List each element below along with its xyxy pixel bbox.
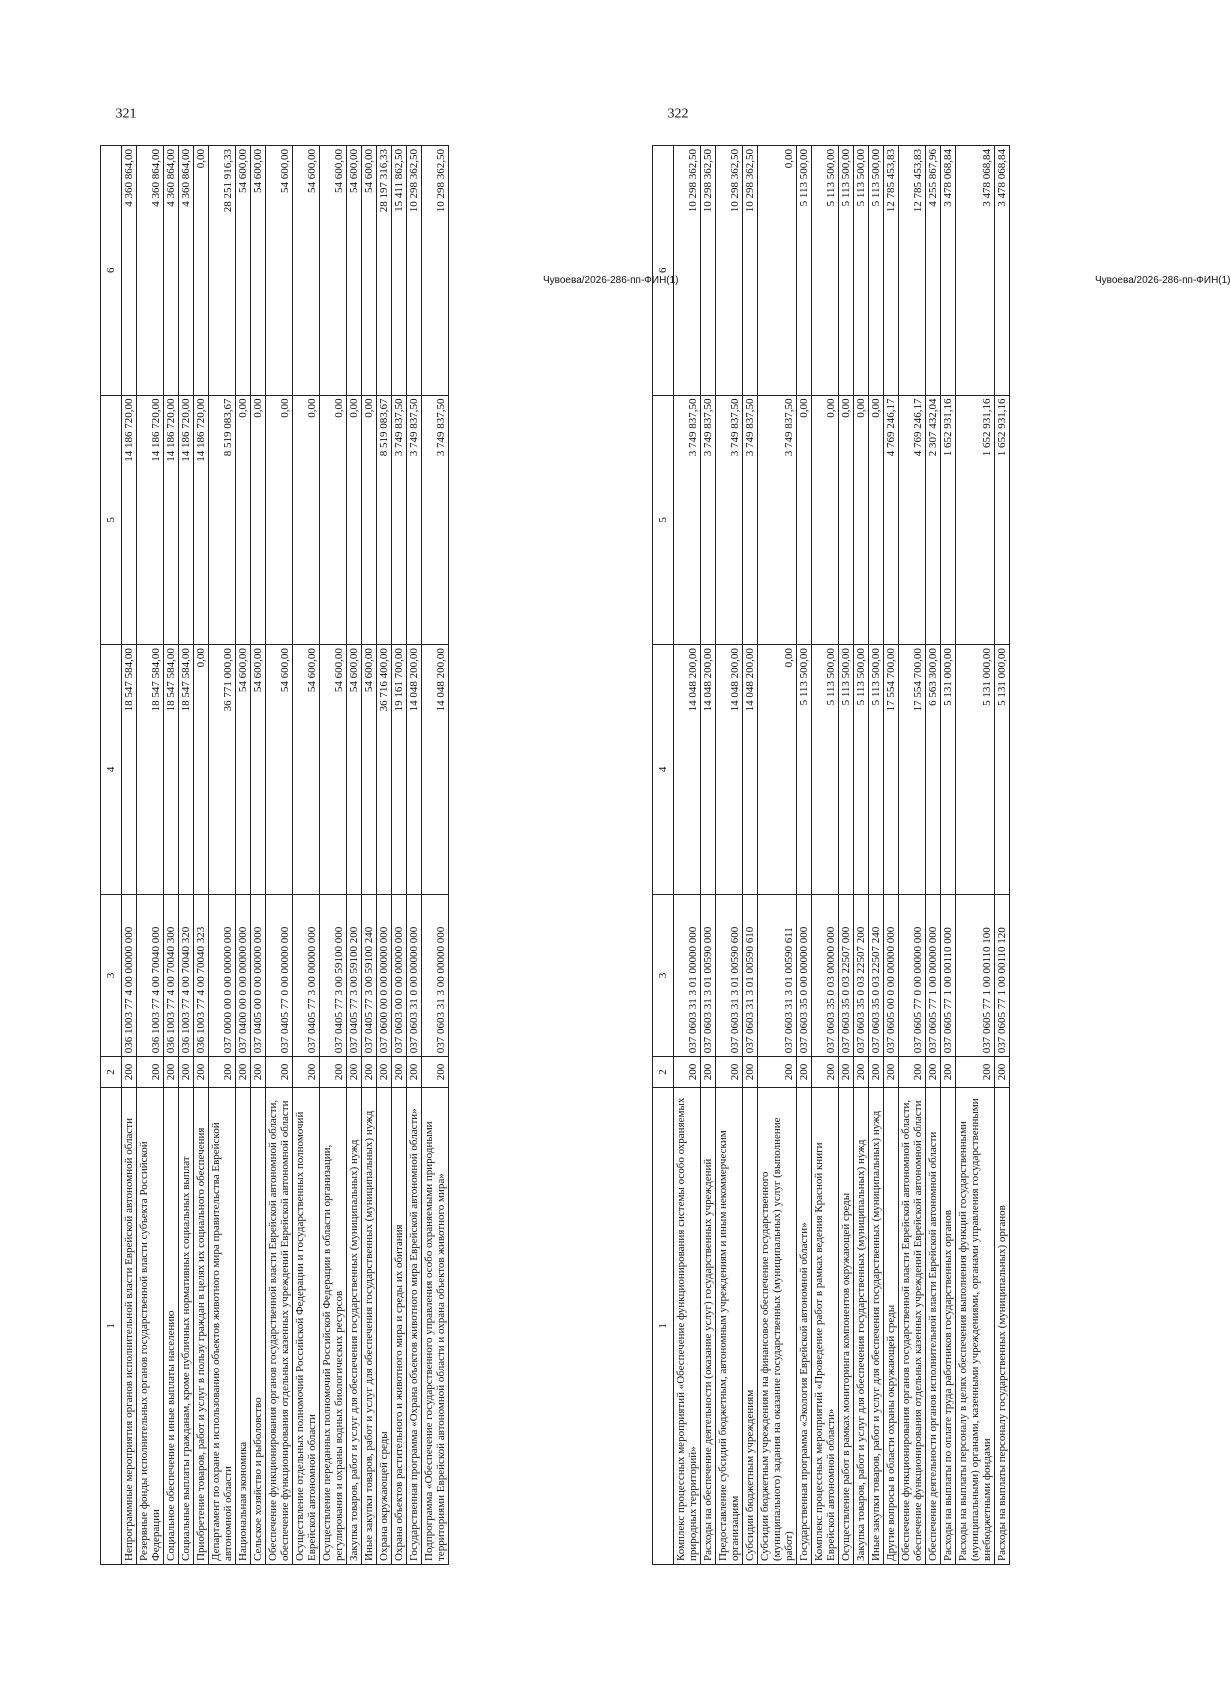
column-header: 3 bbox=[101, 894, 122, 1057]
row-approved-cell: 54 600,00 bbox=[293, 645, 320, 895]
row-approved-cell: 17 554 700,00 bbox=[899, 645, 926, 895]
row-code-cell: 037 0600 00 0 00 00000 000 bbox=[377, 894, 392, 1057]
table-header-row bbox=[101, 146, 122, 1565]
row-type-cell: 200 bbox=[293, 1057, 320, 1087]
row-change-cell: 14 186 720,00 bbox=[194, 395, 209, 645]
row-type-cell: 200 bbox=[422, 1057, 449, 1087]
column-header: 4 bbox=[101, 645, 122, 895]
row-name-cell: Закупка товаров, работ и услуг для обеспечения государственных (муниципальных) нужд bbox=[347, 1087, 362, 1564]
table-row bbox=[293, 146, 320, 1565]
row-code-cell: 037 0400 00 0 00 00000 000 bbox=[236, 894, 251, 1057]
row-name-cell: Обеспечение деятельности органов исполнительной власти Еврейской автономной области bbox=[926, 1087, 941, 1564]
row-code-cell: 037 0603 35 0 03 22507 200 bbox=[854, 894, 869, 1057]
table-row bbox=[701, 146, 716, 1565]
table-row bbox=[869, 146, 884, 1565]
row-type-cell: 200 bbox=[716, 1057, 743, 1087]
table-row bbox=[995, 146, 1010, 1565]
row-change-cell: 3 749 837,50 bbox=[407, 395, 422, 645]
row-approved-cell: 54 600,00 bbox=[347, 645, 362, 895]
table-row bbox=[884, 146, 899, 1565]
row-type-cell: 200 bbox=[743, 1057, 758, 1087]
row-code-cell: 037 0603 00 0 00 00000 000 bbox=[392, 894, 407, 1057]
row-type-cell: 200 bbox=[941, 1057, 956, 1087]
table-row bbox=[122, 146, 137, 1565]
table-row bbox=[956, 146, 995, 1565]
row-name-cell: Обеспечение функционирования органов государственной власти Еврейской автономной области, обеспечение функционирования отдельных казенных учреждений Еврейской автономной области bbox=[266, 1087, 293, 1564]
row-code-cell: 037 0405 77 0 00 00000 000 bbox=[266, 894, 293, 1057]
row-code-cell: 037 0605 77 1 00 00000 000 bbox=[926, 894, 941, 1057]
column-header: 2 bbox=[653, 1057, 674, 1087]
row-name-cell: Субсидии бюджетным учреждениям на финансовое обеспечение государственного (муниципального) задания на оказание государственных (муниципальных) услуг (выполнение работ) bbox=[758, 1087, 797, 1564]
row-name-cell: Охрана объектов растительного и животного мира и среды их обитания bbox=[392, 1087, 407, 1564]
table-row bbox=[194, 146, 209, 1565]
row-change-cell: 14 186 720,00 bbox=[137, 395, 164, 645]
row-code-cell: 037 0603 35 0 00 00000 000 bbox=[797, 894, 812, 1057]
row-approved-cell: 0,00 bbox=[758, 645, 797, 895]
row-name-cell: Подпрограмма «Обеспечение государственного управления особо охраняемыми природными территориями Еврейской автономной области и охрана объектов животного мира» bbox=[422, 1087, 449, 1564]
row-result-cell: 5 113 500,00 bbox=[869, 146, 884, 396]
row-code-cell: 037 0605 77 0 00 00000 000 bbox=[899, 894, 926, 1057]
row-change-cell: 2 307 432,04 bbox=[926, 395, 941, 645]
row-type-cell: 200 bbox=[839, 1057, 854, 1087]
row-type-cell: 200 bbox=[179, 1057, 194, 1087]
row-name-cell: Иные закупки товаров, работ и услуг для обеспечения государственных (муниципальных) нужд bbox=[362, 1087, 377, 1564]
row-result-cell: 12 785 453,83 bbox=[884, 146, 899, 396]
row-result-cell: 3 478 068,84 bbox=[956, 146, 995, 396]
budget-table bbox=[652, 145, 1010, 1565]
column-header: 6 bbox=[101, 146, 122, 396]
row-type-cell: 200 bbox=[164, 1057, 179, 1087]
row-result-cell: 5 113 500,00 bbox=[812, 146, 839, 396]
row-approved-cell: 0,00 bbox=[194, 645, 209, 895]
row-type-cell: 200 bbox=[956, 1057, 995, 1087]
row-name-cell: Обеспечение функционирования органов государственной власти Еврейской автономной области, обеспечение функционирования отдельных казенных учреждений Еврейской автономной области bbox=[899, 1087, 926, 1564]
table-row bbox=[899, 146, 926, 1565]
row-result-cell: 4 360 864,00 bbox=[137, 146, 164, 396]
row-result-cell: 54 600,00 bbox=[266, 146, 293, 396]
row-code-cell: 037 0405 77 3 00 59100 200 bbox=[347, 894, 362, 1057]
row-result-cell: 5 113 500,00 bbox=[797, 146, 812, 396]
row-code-cell: 037 0603 31 3 01 00590 000 bbox=[701, 894, 716, 1057]
row-result-cell: 3 478 068,84 bbox=[941, 146, 956, 396]
row-change-cell: 0,00 bbox=[293, 395, 320, 645]
row-code-cell: 036 1003 77 4 00 70040 320 bbox=[179, 894, 194, 1057]
row-result-cell: 4 360 864,00 bbox=[164, 146, 179, 396]
row-name-cell: Закупка товаров, работ и услуг для обеспечения государственных (муниципальных) нужд bbox=[854, 1087, 869, 1564]
row-result-cell: 54 600,00 bbox=[251, 146, 266, 396]
table-row bbox=[407, 146, 422, 1565]
row-result-cell: 4 360 864,00 bbox=[122, 146, 137, 396]
row-approved-cell: 36 716 400,00 bbox=[377, 645, 392, 895]
row-type-cell: 200 bbox=[797, 1057, 812, 1087]
row-name-cell: Иные закупки товаров, работ и услуг для обеспечения государственных (муниципальных) нужд bbox=[869, 1087, 884, 1564]
column-header: 5 bbox=[653, 395, 674, 645]
row-approved-cell: 5 113 500,00 bbox=[854, 645, 869, 895]
row-approved-cell: 54 600,00 bbox=[251, 645, 266, 895]
row-name-cell: Департамент по охране и использованию объектов животного мира правительства Еврейской автономной области bbox=[209, 1087, 236, 1564]
column-header: 4 bbox=[653, 645, 674, 895]
row-approved-cell: 18 547 584,00 bbox=[164, 645, 179, 895]
row-name-cell: Охрана окружающей среды bbox=[377, 1087, 392, 1564]
row-type-cell: 200 bbox=[407, 1057, 422, 1087]
row-code-cell: 036 1003 77 4 00 00000 000 bbox=[122, 894, 137, 1057]
row-change-cell: 0,00 bbox=[812, 395, 839, 645]
row-approved-cell: 36 771 000,00 bbox=[209, 645, 236, 895]
row-approved-cell: 18 547 584,00 bbox=[137, 645, 164, 895]
row-result-cell: 15 411 862,50 bbox=[392, 146, 407, 396]
table-row bbox=[716, 146, 743, 1565]
row-result-cell: 54 600,00 bbox=[347, 146, 362, 396]
row-type-cell: 200 bbox=[122, 1057, 137, 1087]
table-row bbox=[137, 146, 164, 1565]
row-code-cell: 037 0603 35 0 03 22507 240 bbox=[869, 894, 884, 1057]
row-name-cell: Осуществление работ в рамках мониторинга компонентов окружающей среды bbox=[839, 1087, 854, 1564]
row-type-cell: 200 bbox=[812, 1057, 839, 1087]
row-result-cell: 3 478 068,84 bbox=[995, 146, 1010, 396]
row-name-cell: Комплекс процессных мероприятий «Проведение работ в рамках ведения Красной книги Еврейской автономной области» bbox=[812, 1087, 839, 1564]
table-row bbox=[236, 146, 251, 1565]
row-approved-cell: 5 131 000,00 bbox=[941, 645, 956, 895]
row-name-cell: Осуществление отдельных полномочий Российской Федерации и государственных полномочий Еврейской автономной области bbox=[293, 1087, 320, 1564]
column-header: 1 bbox=[101, 1087, 122, 1564]
row-approved-cell: 14 048 200,00 bbox=[701, 645, 716, 895]
row-result-cell: 28 197 316,33 bbox=[377, 146, 392, 396]
document-signature-code: Чувоева/2026-286-пп-ФИН(1) bbox=[1095, 275, 1231, 286]
row-type-cell: 200 bbox=[251, 1057, 266, 1087]
row-code-cell: 037 0605 77 1 00 00110 000 bbox=[941, 894, 956, 1057]
row-change-cell: 3 749 837,50 bbox=[392, 395, 407, 645]
row-change-cell: 0,00 bbox=[839, 395, 854, 645]
row-type-cell: 200 bbox=[701, 1057, 716, 1087]
page-number: 322 bbox=[667, 106, 689, 122]
row-code-cell: 037 0405 77 3 00 59100 240 bbox=[362, 894, 377, 1057]
row-change-cell: 3 749 837,50 bbox=[743, 395, 758, 645]
row-code-cell: 037 0605 77 1 00 00110 120 bbox=[995, 894, 1010, 1057]
row-change-cell: 0,00 bbox=[251, 395, 266, 645]
row-approved-cell: 14 048 200,00 bbox=[716, 645, 743, 895]
row-name-cell: Социальные выплаты гражданам, кроме публичных нормативных социальных выплат bbox=[179, 1087, 194, 1564]
table-row bbox=[926, 146, 941, 1565]
row-type-cell: 200 bbox=[137, 1057, 164, 1087]
row-code-cell: 037 0603 31 3 01 00590 600 bbox=[716, 894, 743, 1057]
page-number: 321 bbox=[115, 106, 137, 122]
row-code-cell: 037 0605 00 0 00 00000 000 bbox=[884, 894, 899, 1057]
row-change-cell: 14 186 720,00 bbox=[164, 395, 179, 645]
row-approved-cell: 5 131 000,00 bbox=[995, 645, 1010, 895]
row-change-cell: 8 519 083,67 bbox=[209, 395, 236, 645]
row-name-cell: Государственная программа «Охрана объектов животного мира Еврейской автономной области» bbox=[407, 1087, 422, 1564]
row-change-cell: 3 749 837,50 bbox=[701, 395, 716, 645]
row-name-cell: Осуществление переданных полномочий Российской Федерации в области организации, регулирования и охраны водных биологических ресурсов bbox=[320, 1087, 347, 1564]
row-approved-cell: 17 554 700,00 bbox=[884, 645, 899, 895]
row-result-cell: 4 255 867,96 bbox=[926, 146, 941, 396]
row-change-cell: 3 749 837,50 bbox=[758, 395, 797, 645]
row-code-cell: 037 0603 31 3 00 00000 000 bbox=[422, 894, 449, 1057]
row-change-cell: 0,00 bbox=[236, 395, 251, 645]
table-row bbox=[392, 146, 407, 1565]
row-code-cell: 036 1003 77 4 00 70040 323 bbox=[194, 894, 209, 1057]
row-type-cell: 200 bbox=[236, 1057, 251, 1087]
row-result-cell: 54 600,00 bbox=[362, 146, 377, 396]
row-type-cell: 200 bbox=[266, 1057, 293, 1087]
document-page-322 bbox=[640, 106, 1231, 1575]
row-code-cell: 037 0603 35 0 03 22507 000 bbox=[839, 894, 854, 1057]
row-result-cell: 4 360 864,00 bbox=[179, 146, 194, 396]
row-change-cell: 0,00 bbox=[362, 395, 377, 645]
row-approved-cell: 5 113 500,00 bbox=[839, 645, 854, 895]
row-result-cell: 10 298 362,50 bbox=[407, 146, 422, 396]
row-change-cell: 3 749 837,50 bbox=[674, 395, 701, 645]
row-change-cell: 0,00 bbox=[869, 395, 884, 645]
row-approved-cell: 5 113 500,00 bbox=[869, 645, 884, 895]
row-name-cell: Государственная программа «Экология Еврейской автономной области» bbox=[797, 1087, 812, 1564]
row-result-cell: 10 298 362,50 bbox=[743, 146, 758, 396]
row-name-cell: Приобретение товаров, работ и услуг в пользу граждан в целях их социального обеспечения bbox=[194, 1087, 209, 1564]
budget-table bbox=[100, 145, 449, 1565]
row-type-cell: 200 bbox=[347, 1057, 362, 1087]
column-header: 6 bbox=[653, 146, 674, 396]
table-row bbox=[320, 146, 347, 1565]
row-change-cell: 8 519 083,67 bbox=[377, 395, 392, 645]
row-change-cell: 0,00 bbox=[347, 395, 362, 645]
table-row bbox=[179, 146, 194, 1565]
row-result-cell: 54 600,00 bbox=[236, 146, 251, 396]
row-approved-cell: 54 600,00 bbox=[320, 645, 347, 895]
row-approved-cell: 19 161 700,00 bbox=[392, 645, 407, 895]
table-row bbox=[362, 146, 377, 1565]
row-result-cell: 10 298 362,50 bbox=[701, 146, 716, 396]
row-result-cell: 28 251 916,33 bbox=[209, 146, 236, 396]
row-type-cell: 200 bbox=[899, 1057, 926, 1087]
column-header: 5 bbox=[101, 395, 122, 645]
row-approved-cell: 54 600,00 bbox=[236, 645, 251, 895]
row-result-cell: 10 298 362,50 bbox=[716, 146, 743, 396]
row-type-cell: 200 bbox=[758, 1057, 797, 1087]
row-approved-cell: 5 113 500,00 bbox=[797, 645, 812, 895]
row-name-cell: Комплекс процессных мероприятий «Обеспечение функционирования системы особо охраняемых природных территорий» bbox=[674, 1087, 701, 1564]
row-code-cell: 037 0405 00 0 00 00000 000 bbox=[251, 894, 266, 1057]
table-row bbox=[422, 146, 449, 1565]
row-result-cell: 54 600,00 bbox=[293, 146, 320, 396]
row-result-cell: 10 298 362,50 bbox=[422, 146, 449, 396]
table-row bbox=[839, 146, 854, 1565]
row-approved-cell: 5 113 500,00 bbox=[812, 645, 839, 895]
document-signature-code: Чувоева/2026-286-пп-ФИН(1) bbox=[543, 275, 679, 286]
row-type-cell: 200 bbox=[320, 1057, 347, 1087]
row-approved-cell: 18 547 584,00 bbox=[179, 645, 194, 895]
row-change-cell: 0,00 bbox=[854, 395, 869, 645]
row-name-cell: Национальная экономика bbox=[236, 1087, 251, 1564]
row-change-cell: 14 186 720,00 bbox=[179, 395, 194, 645]
table-row bbox=[854, 146, 869, 1565]
row-code-cell: 037 0000 00 0 00 00000 000 bbox=[209, 894, 236, 1057]
row-type-cell: 200 bbox=[926, 1057, 941, 1087]
row-change-cell: 3 749 837,50 bbox=[422, 395, 449, 645]
row-result-cell: 54 600,00 bbox=[320, 146, 347, 396]
table-row bbox=[941, 146, 956, 1565]
row-type-cell: 200 bbox=[392, 1057, 407, 1087]
row-type-cell: 200 bbox=[854, 1057, 869, 1087]
row-name-cell: Непрограммные мероприятия органов исполнительной власти Еврейской автономной области bbox=[122, 1087, 137, 1564]
table-row bbox=[674, 146, 701, 1565]
row-name-cell: Сельское хозяйство и рыболовство bbox=[251, 1087, 266, 1564]
row-approved-cell: 54 600,00 bbox=[362, 645, 377, 895]
row-change-cell: 1 652 931,16 bbox=[995, 395, 1010, 645]
table-row bbox=[797, 146, 812, 1565]
table-row bbox=[812, 146, 839, 1565]
row-approved-cell: 6 563 300,00 bbox=[926, 645, 941, 895]
row-approved-cell: 14 048 200,00 bbox=[674, 645, 701, 895]
row-type-cell: 200 bbox=[209, 1057, 236, 1087]
row-name-cell: Резервные фонды исполнительных органов государственной власти субъекта Российской Федерации bbox=[137, 1087, 164, 1564]
table-row bbox=[377, 146, 392, 1565]
row-name-cell: Предоставление субсидий бюджетным, автономным учреждениям и иным некоммерческим организациям bbox=[716, 1087, 743, 1564]
row-approved-cell: 18 547 584,00 bbox=[122, 645, 137, 895]
table-row bbox=[758, 146, 797, 1565]
row-approved-cell: 5 131 000,00 bbox=[956, 645, 995, 895]
table-header-row bbox=[653, 146, 674, 1565]
row-name-cell: Расходы на обеспечение деятельности (оказание услуг) государственных учреждений bbox=[701, 1087, 716, 1564]
column-header: 3 bbox=[653, 894, 674, 1057]
row-name-cell: Расходы на выплаты персоналу государственных (муниципальных) органов bbox=[995, 1087, 1010, 1564]
row-change-cell: 0,00 bbox=[266, 395, 293, 645]
row-result-cell: 12 785 453,83 bbox=[899, 146, 926, 396]
row-code-cell: 036 1003 77 4 00 70040 300 bbox=[164, 894, 179, 1057]
row-result-cell: 5 113 500,00 bbox=[854, 146, 869, 396]
row-result-cell: 10 298 362,50 bbox=[674, 146, 701, 396]
row-change-cell: 0,00 bbox=[320, 395, 347, 645]
table-row bbox=[164, 146, 179, 1565]
row-approved-cell: 14 048 200,00 bbox=[422, 645, 449, 895]
row-code-cell: 037 0603 31 0 00 00000 000 bbox=[407, 894, 422, 1057]
row-change-cell: 1 652 931,16 bbox=[956, 395, 995, 645]
row-code-cell: 037 0603 31 3 01 00000 000 bbox=[674, 894, 701, 1057]
row-name-cell: Расходы на выплаты персоналу в целях обеспечения выполнения функций государственными (муниципальными) органами, казенными учреждениями, органами управления государственными внебюджетными фондами bbox=[956, 1087, 995, 1564]
row-type-cell: 200 bbox=[377, 1057, 392, 1087]
row-result-cell: 0,00 bbox=[194, 146, 209, 396]
table-row bbox=[209, 146, 236, 1565]
row-code-cell: 037 0405 77 3 00 59100 000 bbox=[320, 894, 347, 1057]
row-code-cell: 037 0603 31 3 01 00590 610 bbox=[743, 894, 758, 1057]
table-row bbox=[266, 146, 293, 1565]
row-result-cell: 0,00 bbox=[758, 146, 797, 396]
row-change-cell: 1 652 931,16 bbox=[941, 395, 956, 645]
row-result-cell: 5 113 500,00 bbox=[839, 146, 854, 396]
row-change-cell: 4 769 246,17 bbox=[884, 395, 899, 645]
table-row bbox=[743, 146, 758, 1565]
row-code-cell: 037 0605 77 1 00 00110 100 bbox=[956, 894, 995, 1057]
table-row bbox=[347, 146, 362, 1565]
row-type-cell: 200 bbox=[884, 1057, 899, 1087]
row-name-cell: Субсидии бюджетным учреждениям bbox=[743, 1087, 758, 1564]
row-change-cell: 3 749 837,50 bbox=[716, 395, 743, 645]
column-header: 2 bbox=[101, 1057, 122, 1087]
row-type-cell: 200 bbox=[674, 1057, 701, 1087]
row-code-cell: 037 0603 35 0 03 00000 000 bbox=[812, 894, 839, 1057]
row-approved-cell: 14 048 200,00 bbox=[743, 645, 758, 895]
row-type-cell: 200 bbox=[194, 1057, 209, 1087]
row-code-cell: 037 0405 77 3 00 00000 000 bbox=[293, 894, 320, 1057]
row-name-cell: Социальное обеспечение и иные выплаты населению bbox=[164, 1087, 179, 1564]
row-name-cell: Расходы на выплаты по оплате труда работников государственных органов bbox=[941, 1087, 956, 1564]
row-code-cell: 037 0603 31 3 01 00590 611 bbox=[758, 894, 797, 1057]
row-change-cell: 14 186 720,00 bbox=[122, 395, 137, 645]
row-type-cell: 200 bbox=[362, 1057, 377, 1087]
row-code-cell: 036 1003 77 4 00 70040 000 bbox=[137, 894, 164, 1057]
row-change-cell: 4 769 246,17 bbox=[899, 395, 926, 645]
row-type-cell: 200 bbox=[869, 1057, 884, 1087]
row-approved-cell: 14 048 200,00 bbox=[407, 645, 422, 895]
row-approved-cell: 54 600,00 bbox=[266, 645, 293, 895]
row-name-cell: Другие вопросы в области охраны окружающей среды bbox=[884, 1087, 899, 1564]
row-change-cell: 0,00 bbox=[797, 395, 812, 645]
row-type-cell: 200 bbox=[995, 1057, 1010, 1087]
table-row bbox=[251, 146, 266, 1565]
column-header: 1 bbox=[653, 1087, 674, 1564]
